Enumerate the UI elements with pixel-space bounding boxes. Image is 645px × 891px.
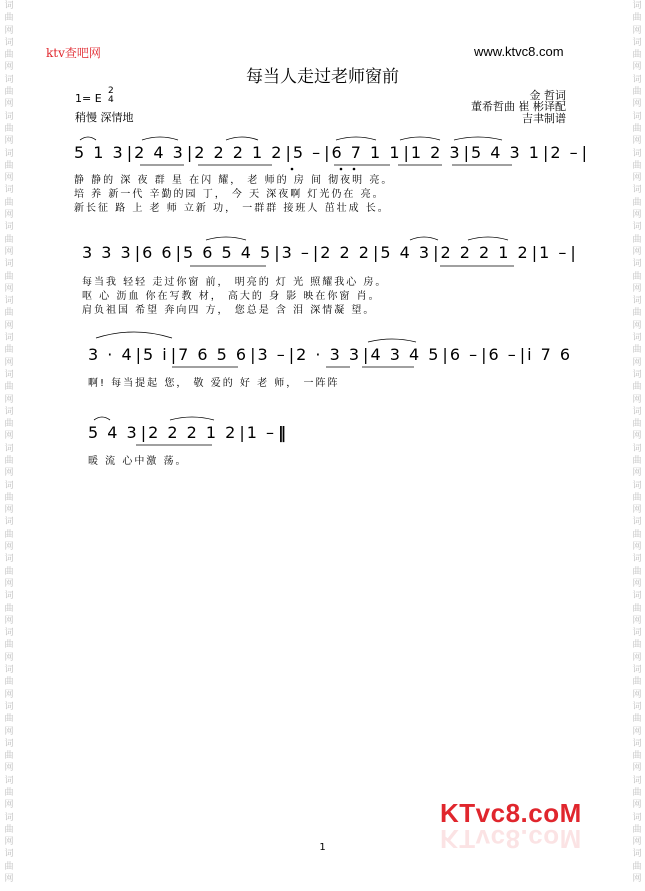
watermark-glyph: 网 <box>632 726 642 737</box>
watermark-glyph: 网 <box>4 542 14 553</box>
watermark-glyph: 词 <box>632 849 642 860</box>
watermark-glyph: 词 <box>632 185 642 196</box>
watermark-glyph: 词 <box>4 775 14 786</box>
lyric-line: 呕 心 沥血 你在写教 材， 高大的 身 影 映在你窗 肖。 <box>82 291 381 302</box>
watermark-glyph: 网 <box>4 99 14 110</box>
watermark-glyph: 曲 <box>632 234 642 245</box>
watermark-glyph: 词 <box>632 554 642 565</box>
watermark-glyph: 词 <box>632 259 642 270</box>
watermark-glyph: 网 <box>632 689 642 700</box>
watermark-glyph: 网 <box>632 652 642 663</box>
watermark-glyph: 词 <box>632 406 642 417</box>
watermark-glyph: 词 <box>632 517 642 528</box>
site-logo-text[interactable]: ktv查吧网 <box>46 46 101 60</box>
measure: 5 – <box>292 143 323 162</box>
watermark-glyph: 曲 <box>4 308 14 319</box>
watermark-glyph: 网 <box>632 763 642 774</box>
watermark-glyph: 曲 <box>632 87 642 98</box>
watermark-glyph: 网 <box>4 837 14 848</box>
watermark-glyph: 曲 <box>632 419 642 430</box>
watermark-glyph: 网 <box>4 25 14 36</box>
watermark-glyph: 词 <box>4 185 14 196</box>
watermark-glyph: 词 <box>632 812 642 823</box>
watermark-glyph: 词 <box>4 480 14 491</box>
watermark-glyph: 词 <box>4 554 14 565</box>
watermark-glyph: 词 <box>4 701 14 712</box>
watermark-glyph: 曲 <box>632 677 642 688</box>
measure: 6 7 1 1 <box>331 143 402 162</box>
measure: 2 – <box>550 143 580 162</box>
measure: 3 · 4 <box>88 345 134 364</box>
watermark-glyph: 词 <box>4 406 14 417</box>
measure: 2 · 3 3 <box>296 345 362 364</box>
watermark-glyph: 网 <box>4 136 14 147</box>
watermark-glyph: 词 <box>632 74 642 85</box>
watermark-glyph: 词 <box>632 296 642 307</box>
watermark-glyph: 曲 <box>4 160 14 171</box>
watermark-glyph: 曲 <box>4 603 14 614</box>
watermark-glyph: 词 <box>4 148 14 159</box>
watermark-glyph: 曲 <box>632 50 642 61</box>
watermark-glyph: 曲 <box>4 640 14 651</box>
watermark-glyph: 网 <box>632 210 642 221</box>
measure: 3 – <box>257 345 287 364</box>
watermark-glyph: 网 <box>632 394 642 405</box>
watermark-glyph: 网 <box>632 578 642 589</box>
watermark-glyph: 曲 <box>4 824 14 835</box>
watermark-glyph: 词 <box>4 443 14 454</box>
brand-text: KTvc8.coM <box>440 798 582 828</box>
watermark-glyph: 网 <box>4 246 14 257</box>
watermark-glyph: 曲 <box>632 751 642 762</box>
watermark-glyph: 网 <box>4 726 14 737</box>
watermark-glyph: 曲 <box>4 677 14 688</box>
measure: 6 – <box>488 345 518 364</box>
measure: 1 – <box>246 423 277 442</box>
measure: 5 4 3 <box>88 423 139 442</box>
watermark-glyph: 网 <box>632 800 642 811</box>
measure: 5 1 3 <box>74 143 125 162</box>
measure: 2 2 2 <box>320 243 371 262</box>
watermark-glyph: 词 <box>4 517 14 528</box>
watermark-glyph: 网 <box>4 874 14 885</box>
watermark-glyph: 曲 <box>4 87 14 98</box>
brand-reflection: KTvc8.coM <box>440 824 582 854</box>
watermark-glyph: 词 <box>4 74 14 85</box>
watermark-glyph: 网 <box>632 25 642 36</box>
watermark-glyph: 网 <box>4 468 14 479</box>
watermark-glyph: 词 <box>632 701 642 712</box>
lyric-line: 培 养 新一代 辛勤的园 丁， 今 天 深夜啊 灯光仍在 亮。 <box>74 189 385 200</box>
watermark-glyph: 网 <box>632 62 642 73</box>
watermark-glyph: 曲 <box>632 13 642 24</box>
watermark-glyph: 词 <box>632 1 642 11</box>
watermark-glyph: 词 <box>632 775 642 786</box>
watermark-glyph: 网 <box>4 283 14 294</box>
measure: 6 6 <box>142 243 174 262</box>
lyric-line: 啊! 每当提起 您， 敬 爱的 好 老 师， 一阵阵 <box>88 378 340 389</box>
measure: 1 2 3 <box>410 143 462 162</box>
measure: 2 4 3 <box>134 143 185 162</box>
score-row-4-notes: 5 4 3 | 2 2 2 1 2 | 1 – ‖ <box>88 423 287 442</box>
watermark-glyph: 网 <box>4 652 14 663</box>
measure: 2 2 2 1 2 <box>440 243 530 262</box>
watermark-glyph: 词 <box>632 665 642 676</box>
watermark-glyph: 词 <box>4 37 14 48</box>
watermark-glyph: 词 <box>4 738 14 749</box>
watermark-glyph: 曲 <box>4 788 14 798</box>
watermark-glyph: 网 <box>4 210 14 221</box>
watermark-glyph: 曲 <box>4 382 14 393</box>
watermark-glyph: 词 <box>4 222 14 233</box>
watermark-glyph: 词 <box>4 628 14 639</box>
watermark-glyph: 曲 <box>632 788 642 798</box>
transcriber-credit: 吉聿制谱 <box>522 112 566 125</box>
watermark-glyph: 曲 <box>632 345 642 356</box>
watermark-glyph: 网 <box>4 578 14 589</box>
watermark-glyph: 网 <box>632 136 642 147</box>
lyric-line: 每当我 轻轻 走过你窗 前， 明亮的 灯 光 照耀我心 房。 <box>82 277 388 288</box>
lyric-line: 新长征 路 上 老 师 立新 功， 一群群 接班人 茁壮成 长。 <box>74 203 390 214</box>
measure: 3 3 3 <box>82 243 133 262</box>
watermark-glyph: 词 <box>4 665 14 676</box>
watermark-glyph: 词 <box>632 148 642 159</box>
lyric-line: 静 静的 深 夜 群 星 在闪 耀， 老 师的 房 间 彻夜明 亮。 <box>74 175 394 186</box>
watermark-glyph: 曲 <box>4 419 14 430</box>
watermark-glyph: 词 <box>4 1 14 11</box>
watermark-glyph: 曲 <box>632 455 642 466</box>
watermark-glyph: 网 <box>4 615 14 626</box>
watermark-glyph: 网 <box>4 62 14 73</box>
measure: 5 6 5 4 5 <box>182 243 273 262</box>
lyric-line: 肩负祖国 希望 奔向四 方， 您总是 含 泪 深情凝 望。 <box>82 305 376 316</box>
score-row-2-notes: 3 3 3 | 6 6 | 5 6 5 4 5 | 3 – | 2 2 2 | 5 4 3 | 2 2 2 1 2 | 1 – | <box>82 243 576 262</box>
watermark-glyph: 网 <box>4 394 14 405</box>
watermark-glyph: 曲 <box>4 234 14 245</box>
watermark-glyph: 词 <box>632 738 642 749</box>
measure: 5 i <box>143 345 169 364</box>
watermark-glyph: 词 <box>4 296 14 307</box>
watermark-glyph: 网 <box>632 468 642 479</box>
watermark-glyph: 词 <box>632 480 642 491</box>
watermark-glyph: 词 <box>4 849 14 860</box>
watermark-glyph: 网 <box>632 837 642 848</box>
watermark-glyph: 曲 <box>632 714 642 725</box>
watermark-glyph: 词 <box>632 369 642 380</box>
measure: 6 – <box>449 345 480 364</box>
measure: 3 – <box>281 243 311 262</box>
watermark-glyph: 曲 <box>4 50 14 61</box>
measure: 5 4 3 1 <box>471 143 541 162</box>
watermark-glyph: 曲 <box>4 13 14 24</box>
site-url[interactable]: www.ktvc8.com <box>474 44 564 59</box>
watermark-glyph: 网 <box>4 357 14 368</box>
measure: 7 6 5 6 <box>178 345 249 364</box>
watermark-glyph: 网 <box>632 505 642 516</box>
measure: 2 2 2 1 2 <box>194 143 284 162</box>
watermark-glyph: 曲 <box>4 197 14 208</box>
watermark-glyph: 曲 <box>632 603 642 614</box>
composer-credit: 董希哲曲 崔 彬译配 <box>471 100 566 113</box>
watermark-glyph: 词 <box>632 37 642 48</box>
watermark-glyph: 网 <box>632 320 642 331</box>
watermark-glyph: 网 <box>632 173 642 184</box>
measure: 5 4 3 <box>380 243 432 262</box>
watermark-glyph: 网 <box>4 431 14 442</box>
watermark-glyph: 网 <box>4 173 14 184</box>
watermark-glyph: 词 <box>4 333 14 344</box>
watermark-glyph: 曲 <box>4 123 14 134</box>
watermark-glyph: 曲 <box>4 751 14 762</box>
watermark-glyph: 网 <box>632 283 642 294</box>
measure: 1 – <box>539 243 569 262</box>
watermark-glyph: 词 <box>632 443 642 454</box>
score-row-3-notes: 3 · 4 | 5 i | 7 6 5 6 | 3 – | 2 · 3 3 | 4 3 4 5 | 6 – | 6 – | i 7 6 <box>88 345 573 364</box>
watermark-glyph: 曲 <box>4 345 14 356</box>
watermark-glyph: 网 <box>632 615 642 626</box>
watermark-glyph: 词 <box>632 628 642 639</box>
watermark-glyph: 网 <box>4 320 14 331</box>
watermark-glyph: 曲 <box>632 640 642 651</box>
watermark-glyph: 网 <box>632 246 642 257</box>
watermark-glyph: 网 <box>4 689 14 700</box>
measure: 4 3 4 5 <box>370 345 441 364</box>
watermark-glyph: 词 <box>632 591 642 602</box>
watermark-glyph: 词 <box>4 369 14 380</box>
lyric-line: 暖 流 心中激 荡。 <box>88 456 188 467</box>
watermark-glyph: 网 <box>632 874 642 885</box>
watermark-glyph: 曲 <box>632 197 642 208</box>
watermark-glyph: 词 <box>632 333 642 344</box>
watermark-glyph: 曲 <box>632 271 642 282</box>
watermark-glyph: 曲 <box>632 123 642 134</box>
watermark-glyph: 曲 <box>632 861 642 872</box>
watermark-glyph: 词 <box>4 591 14 602</box>
watermark-glyph: 曲 <box>632 824 642 835</box>
watermark-glyph: 曲 <box>632 566 642 577</box>
key-signature: 1= E <box>75 92 102 105</box>
watermark-glyph: 曲 <box>632 308 642 319</box>
watermark-glyph: 曲 <box>4 271 14 282</box>
watermark-glyph: 词 <box>4 111 14 122</box>
watermark-glyph: 词 <box>632 111 642 122</box>
measure: i 7 6 <box>527 345 573 364</box>
watermark-glyph: 曲 <box>632 529 642 540</box>
watermark-glyph: 网 <box>632 542 642 553</box>
time-signature-bottom: 4 <box>108 95 114 105</box>
watermark-glyph: 曲 <box>4 492 14 503</box>
watermark-glyph: 词 <box>632 222 642 233</box>
watermark-glyph: 网 <box>632 357 642 368</box>
watermark-glyph: 曲 <box>632 160 642 171</box>
tempo-marking: 稍慢 深情地 <box>75 111 134 124</box>
lyricist-credit: 金 哲词 <box>529 89 566 102</box>
score-row-1-notes: 5 1 3 | 2 4 3 | 2 2 2 1 2 | 5 – | 6 7 1 1 | 1 2 3 | 5 4 3 1 | 2 – | <box>74 143 588 162</box>
watermark-glyph: 网 <box>632 431 642 442</box>
song-title: 每当人走过老师窗前 <box>246 67 399 87</box>
watermark-glyph: 词 <box>4 259 14 270</box>
watermark-glyph: 网 <box>632 99 642 110</box>
watermark-glyph: 曲 <box>4 529 14 540</box>
watermark-glyph: 曲 <box>4 861 14 872</box>
measure: 2 2 2 1 2 <box>148 423 238 442</box>
watermark-glyph: 曲 <box>4 566 14 577</box>
watermark-glyph: 曲 <box>632 492 642 503</box>
watermark-glyph: 曲 <box>4 455 14 466</box>
page-number: 1 <box>319 842 326 853</box>
watermark-glyph: 网 <box>4 763 14 774</box>
watermark-glyph: 词 <box>4 812 14 823</box>
watermark-glyph: 网 <box>4 505 14 516</box>
time-signature-top: 2 <box>108 86 114 96</box>
watermark-glyph: 曲 <box>4 714 14 725</box>
watermark-glyph: 曲 <box>632 382 642 393</box>
watermark-glyph: 网 <box>4 800 14 811</box>
